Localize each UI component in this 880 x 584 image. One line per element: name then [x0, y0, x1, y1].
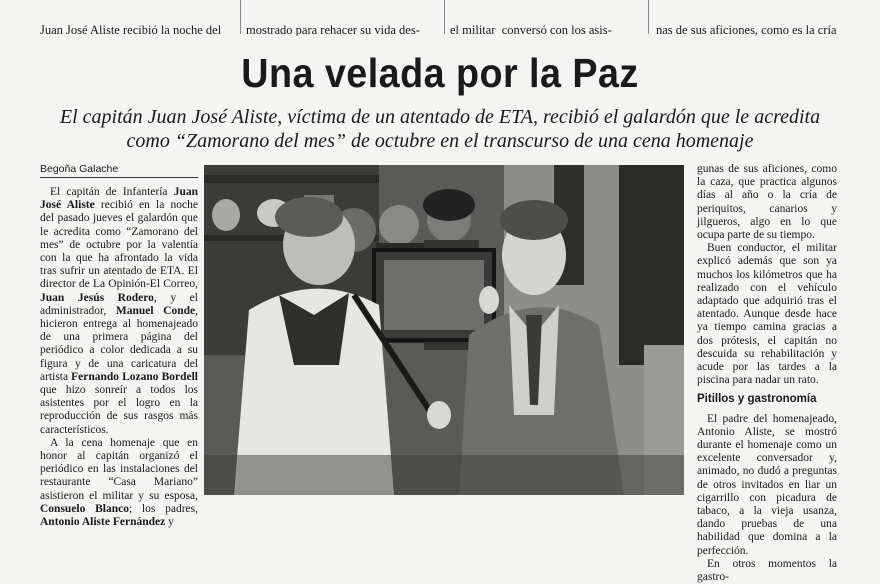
paragraph: En otros momentos la gastro- [697, 557, 837, 584]
bold-name: Manuel Conde [115, 304, 196, 317]
strip-line: mostrado para rehacer su vida des- [246, 23, 420, 36]
paragraph [40, 437, 198, 529]
text-run: y [165, 516, 174, 529]
text-run: recibió en la noche del pasado jueves el galardón que le acredita como “Zamorano del mes” de octubre por la valentía con la que ha afrontado la vida tras sufrir un atentado de ETA. El director de La Opinión-El Correo, [40, 199, 198, 291]
paragraph: gunas de sus aficiones, como la caza, que practica algunos días al año o la cría de periquitos, canarios y jilgueros, algo en lo que ocupa parte de su tiempo. [697, 163, 837, 242]
bold-name: Antonio Aliste Fernández [40, 516, 166, 529]
text-run: A la cena homenaje que en honor al capitán organizó el periódico en las instalaciones del restaurante “Casa Mariano” asistieron el militar y su esposa, [40, 436, 198, 502]
strip-line: Juan José Aliste recibió la noche del [40, 23, 222, 36]
article-photo [204, 165, 684, 495]
paragraph [40, 186, 198, 437]
strip-line: nas de sus aficiones, como es la cría [656, 23, 837, 36]
column-rule [444, 0, 445, 34]
byline: Begoña Galache [40, 163, 119, 175]
paragraph: Buen conductor, el militar explicó además que son ya muchos los kilómetros que ha realizado con el vehículo adaptado que adquirió tras el atentado. Aunque desde hace ya tiempo camina gracias a dos prótesis, el capitán no descuida su rehabilitación y acude por las tardes a la piscina para nadar un rato. [697, 242, 837, 387]
bold-name: Consuelo Blanco [40, 502, 129, 515]
strip-column-3 [450, 0, 640, 36]
subheadline: El capitán Juan José Aliste, víctima de un atentado de ETA, recibió el galardón que le acredita como “Zamorano del mes” de octubre en el transcurso de una cena homenaje [59, 106, 821, 152]
column-rule [240, 0, 241, 34]
text-run: , y el administrador, [40, 291, 198, 317]
right-column [697, 163, 837, 584]
text-run: que hizo sonreír a todos los asistentes por el logro en la reproducción de sus rasgos más característicos. [40, 384, 198, 436]
subheading: Pitillos y gastronomía [697, 393, 817, 406]
bold-name: Juan Jesús Rodero [40, 291, 154, 304]
bold-name: Juan José Aliste [40, 186, 198, 212]
text-run: , hicieron entrega al homenajeado de una primera página del periódico a color dedicada a su figura y de una caricatura del artista [40, 304, 198, 383]
byline-rule [40, 177, 198, 178]
column-rule [648, 0, 649, 34]
strip-column-4 [656, 0, 856, 36]
text-run: ; los padres, [128, 502, 198, 515]
paragraph: El padre del homenajeado, Antonio Aliste, se mostró durante el homenaje como un excelente conversador y, animado, no dudó a preguntas de otros invitados en liar un cigarrillo con picadura de tabaco, a la vieja usanza, dando pruebas de una habilidad que domina a la perfección. [697, 412, 837, 557]
headline: Una velada por la Paz [241, 50, 639, 96]
previous-article-strip [0, 0, 880, 36]
bold-name: Fernando Lozano Bordell [71, 370, 198, 383]
strip-line: el militar conversó con los asis- [450, 23, 612, 36]
photo-image [204, 165, 684, 495]
left-column [40, 186, 198, 529]
strip-column-2 [246, 0, 436, 36]
text-run: El capitán de Infantería [50, 186, 174, 198]
strip-column-1 [40, 0, 240, 36]
